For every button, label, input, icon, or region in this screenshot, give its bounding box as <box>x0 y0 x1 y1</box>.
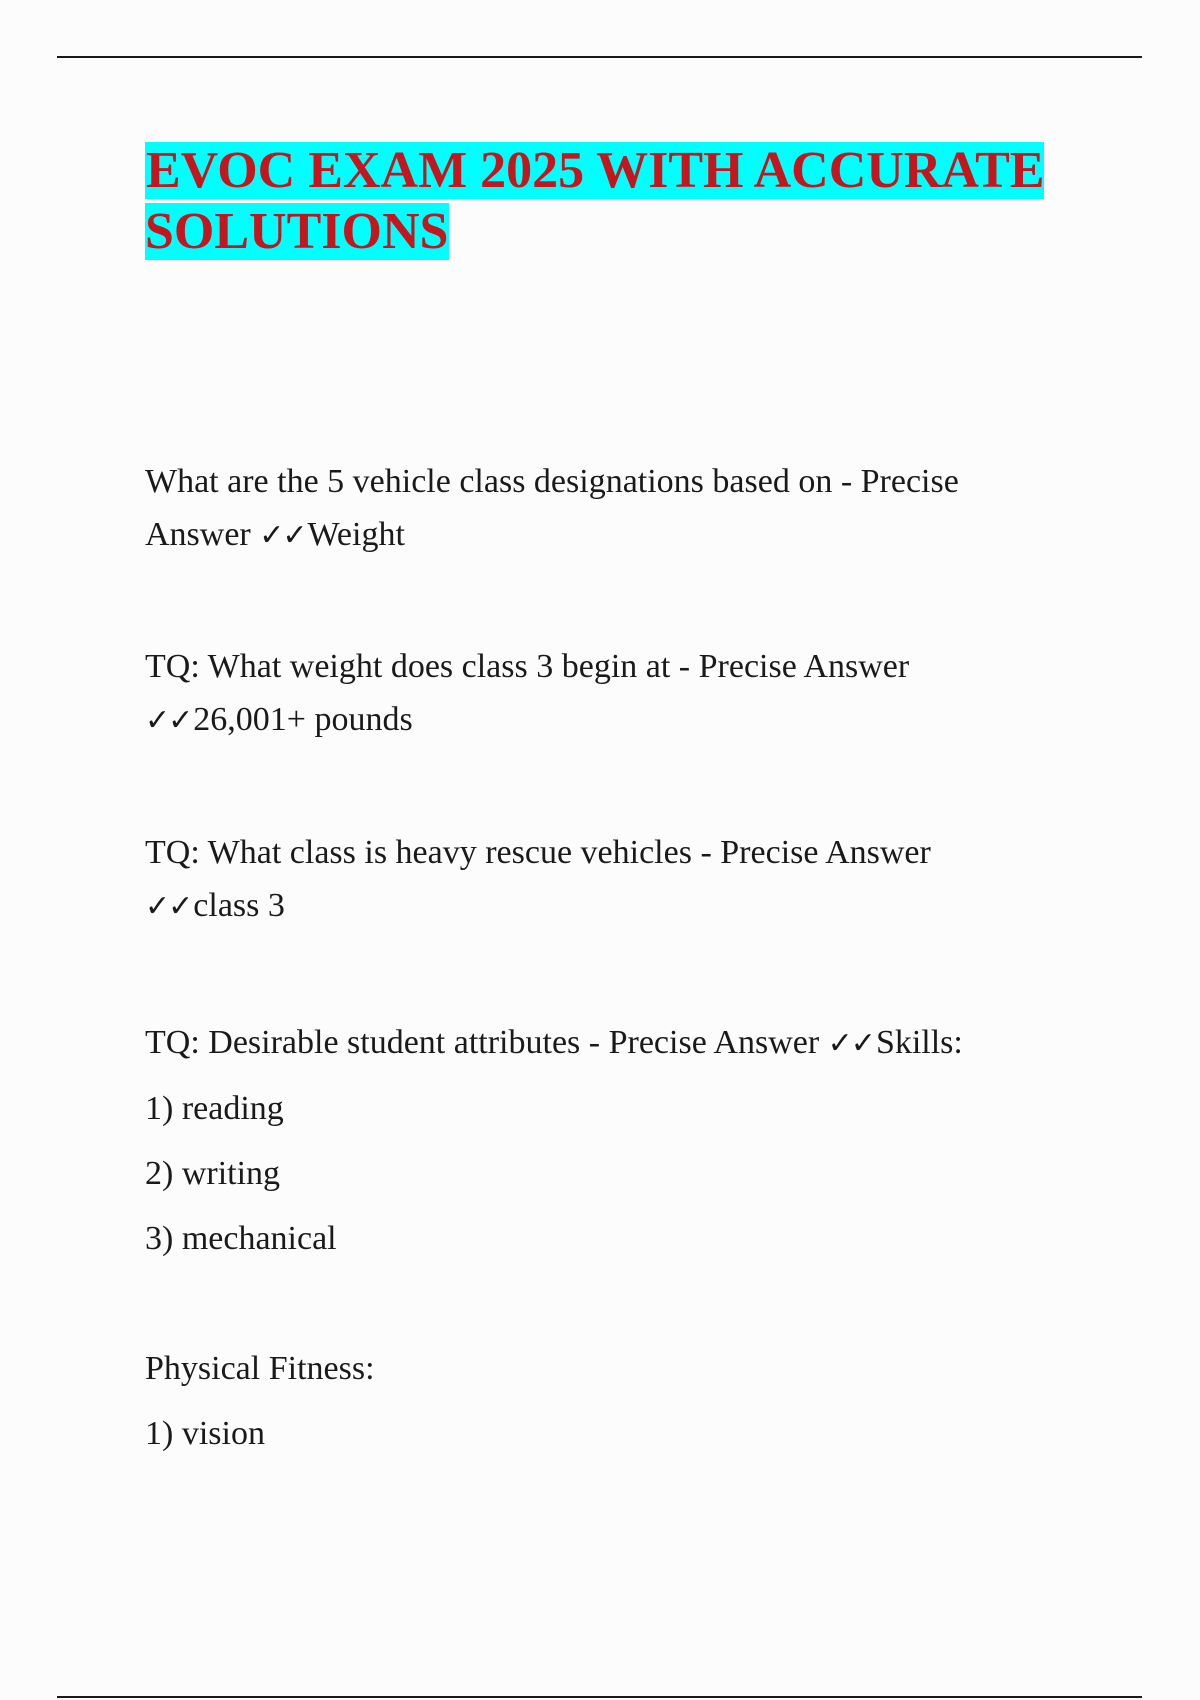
answer-1-text: Weight <box>307 516 405 553</box>
answer-4-text: Skills: <box>875 1024 963 1061</box>
double-check-icon: ✓✓ <box>145 889 192 924</box>
section-heading-physical-fitness: Physical Fitness: <box>145 1350 375 1387</box>
answer-3 <box>145 879 285 933</box>
answer-2-text: 26,001+ pounds <box>193 701 413 738</box>
header-rule <box>57 56 1142 58</box>
document-title <box>145 140 1095 262</box>
question-4 <box>145 1016 963 1070</box>
double-check-icon: ✓✓ <box>259 518 306 553</box>
footer-rule <box>57 1696 1142 1698</box>
answer-3-text: class 3 <box>193 887 285 924</box>
question-2: TQ: What weight does class 3 begin at - Precise Answer <box>145 648 910 685</box>
list-item: 2) writing <box>145 1155 281 1192</box>
list-item: 3) mechanical <box>145 1220 337 1257</box>
title-highlight: EVOC EXAM 2025 WITH ACCURATE SOLUTIONS <box>145 142 1045 260</box>
answer-1-prefix: Answer <box>145 516 260 553</box>
list-item: 1) vision <box>145 1415 265 1452</box>
answer-2 <box>145 693 413 747</box>
question-3: TQ: What class is heavy rescue vehicles - Precise Answer <box>145 834 931 871</box>
double-check-icon: ✓✓ <box>145 703 192 738</box>
answer-1 <box>145 508 405 562</box>
double-check-icon: ✓✓ <box>827 1026 874 1061</box>
question-1: What are the 5 vehicle class designations based on - Precise <box>145 463 959 500</box>
list-item: 1) reading <box>145 1090 284 1127</box>
question-4-prefix: TQ: Desirable student attributes - Precise Answer <box>145 1024 828 1061</box>
